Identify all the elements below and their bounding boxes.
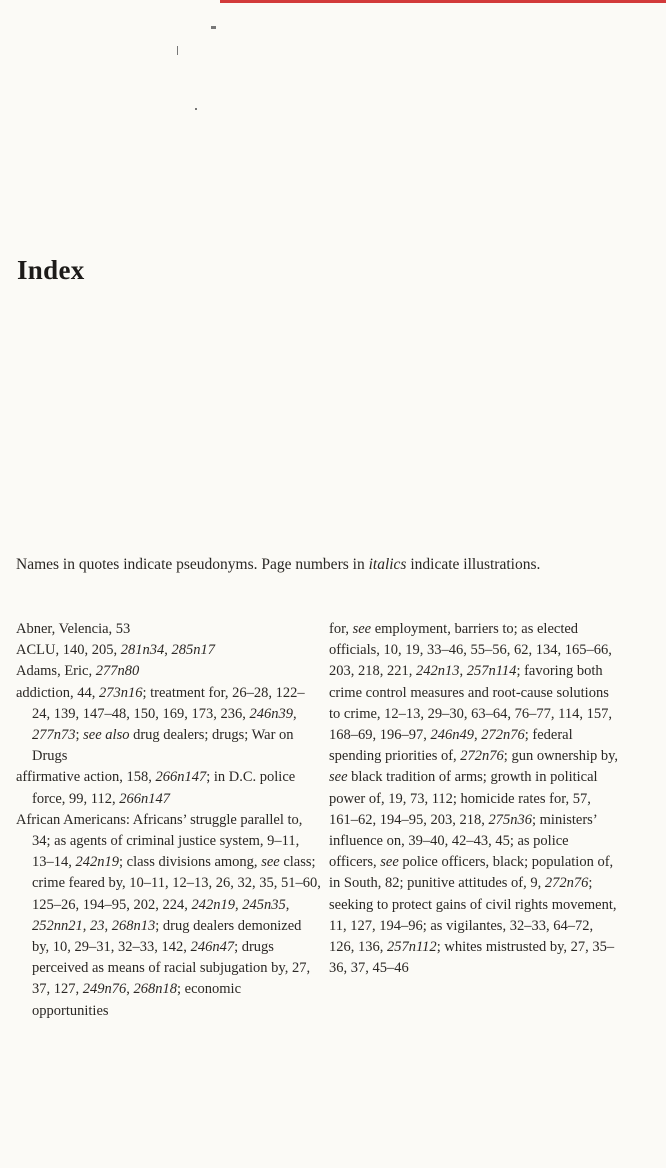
note-text: indicate illustrations. bbox=[406, 556, 541, 573]
entry-text: affirmative action, 158, bbox=[16, 769, 156, 786]
entry-text: ; drug dealers demonized by, 10, 29–31, 32–33, 142, bbox=[32, 917, 302, 956]
paper-speck bbox=[177, 46, 178, 55]
entry-italic-text: 268n13 bbox=[111, 917, 156, 934]
entry-italic-text: 272n76 bbox=[544, 875, 589, 892]
entry-italic-text: see bbox=[352, 621, 372, 637]
note-italic: italics bbox=[368, 556, 407, 573]
entry-italic-text: 285n17 bbox=[171, 642, 215, 659]
entry-italic-text: 277n80 bbox=[95, 663, 140, 680]
page-top-edge bbox=[220, 0, 666, 3]
index-entry bbox=[329, 619, 619, 979]
entry-italic-text: 242n19 bbox=[75, 854, 119, 871]
index-entry bbox=[16, 661, 321, 682]
entry-text: , bbox=[104, 917, 112, 934]
entry-text: , bbox=[459, 663, 467, 680]
entry-italic-text: 266n147 bbox=[119, 790, 170, 807]
entry-text: police officers, black; population of, in South, 82; punitive attitudes of, 9, bbox=[329, 854, 614, 892]
index-entry bbox=[16, 619, 321, 640]
entry-italic-text: see bbox=[261, 854, 280, 871]
entry-text: black tradition of arms; growth in political power of, 19, 73, 112; homicide rates for, 57, 161–62, 194–95, 203, 218, bbox=[329, 769, 598, 828]
index-entry bbox=[16, 767, 321, 809]
entry-text: ; seeking to protect gains of civil rights movement, 11, 127, 194–96; as vigilantes, 32–33, 64–72, 126, 136, bbox=[329, 875, 617, 956]
entry-italic-text: 245n35 bbox=[242, 896, 286, 913]
entry-italic-text: 257n112 bbox=[387, 939, 437, 956]
index-note bbox=[16, 555, 576, 575]
entry-text: ; federal spending priorities of, bbox=[329, 727, 573, 765]
entry-italic-text: 249n76 bbox=[82, 981, 127, 998]
page-title: Index bbox=[17, 255, 85, 285]
entry-text: ; gun ownership by, bbox=[503, 748, 619, 765]
entry-italic-text: 273n16 bbox=[98, 684, 143, 701]
entry-italic-text: 252nn21, 23 bbox=[32, 917, 105, 934]
entry-italic-text: 281n34 bbox=[120, 642, 165, 659]
entry-text: , bbox=[474, 727, 482, 744]
entry-text: , bbox=[164, 642, 172, 659]
entry-text: ACLU, 140, 205, bbox=[16, 642, 121, 659]
paper-speck bbox=[211, 26, 216, 29]
entry-text: , bbox=[235, 896, 243, 913]
entry-italic-text: 277n73 bbox=[32, 727, 76, 744]
index-column-left bbox=[16, 619, 321, 1022]
entry-text: ; treatment for, 26–28, 122–24, 139, 147–48, 150, 169, 173, 236, bbox=[32, 684, 305, 722]
entry-text: Adams, Eric, bbox=[16, 663, 96, 680]
entry-text: class; crime feared by, 10–11, 12–13, 26, 32, 35, 51–60, 125–26, 194–95, 202, 224, bbox=[32, 854, 321, 913]
entry-text: ; in D.C. police force, 99, 112, bbox=[32, 769, 296, 807]
index-entry bbox=[16, 640, 321, 661]
entry-italic-text: 272n76 bbox=[460, 748, 504, 765]
entry-text: Abner, Velencia, 53 bbox=[16, 621, 131, 637]
entry-italic-text: 268n18 bbox=[133, 981, 177, 998]
entry-italic-text: see bbox=[380, 854, 399, 871]
entry-italic-text: 246n49 bbox=[430, 727, 474, 744]
entry-text: ; favoring both crime control measures and root-cause solutions to crime, 12–13, 29–30, 63–64, 76–77, 114, 157, 168–69, 196–97, bbox=[329, 663, 612, 744]
note-text: Names in quotes indicate pseudonyms. Page numbers in bbox=[16, 556, 369, 573]
entry-italic-text: 257n114 bbox=[466, 663, 517, 680]
entry-italic-text: 275n36 bbox=[488, 811, 532, 828]
index-entry bbox=[16, 810, 321, 1022]
entry-text: drug dealers; drugs; War on Drugs bbox=[32, 727, 294, 765]
entry-text: ; ministers’ influence on, 39–40, 42–43, 45; as police officers, bbox=[329, 811, 597, 871]
entry-italic-text: 266n147 bbox=[155, 769, 207, 786]
paper-speck bbox=[195, 108, 197, 110]
entry-italic-text: see bbox=[329, 769, 348, 786]
entry-text: , bbox=[293, 705, 297, 722]
entry-text: ; economic opportunities bbox=[32, 981, 242, 1019]
entry-italic-text: 242n19 bbox=[191, 896, 235, 913]
entry-text: ; whites mistrusted by, 27, 35–36, 37, 45–46 bbox=[329, 939, 615, 977]
entry-text: African Americans: Africans’ struggle parallel to, 34; as agents of criminal justice system, 9–11, 13–14, bbox=[16, 811, 303, 871]
entry-italic-text: 242n13 bbox=[416, 663, 460, 680]
entry-italic-text: 272n76 bbox=[481, 727, 525, 744]
entry-italic-text: 246n39 bbox=[249, 705, 293, 722]
entry-text: ; drugs perceived as means of racial subjugation by, 27, 37, 127, bbox=[32, 939, 311, 998]
entry-text: addiction, 44, bbox=[16, 684, 99, 701]
entry-italic-text: 246n47 bbox=[190, 939, 235, 956]
entry-text: , bbox=[126, 981, 134, 998]
entry-text: employment, barriers to; as elected officials, 10, 19, 33–46, 55–56, 62, 134, 165–66, 203, 218, 221, bbox=[329, 621, 612, 680]
entry-text: ; class divisions among, bbox=[119, 854, 262, 871]
entry-text: ; bbox=[75, 727, 84, 744]
entry-text: , bbox=[285, 896, 290, 913]
index-column-right bbox=[329, 619, 619, 979]
entry-text: for, bbox=[329, 621, 353, 637]
entry-italic-text: see also bbox=[83, 727, 130, 744]
index-entry bbox=[16, 683, 321, 768]
